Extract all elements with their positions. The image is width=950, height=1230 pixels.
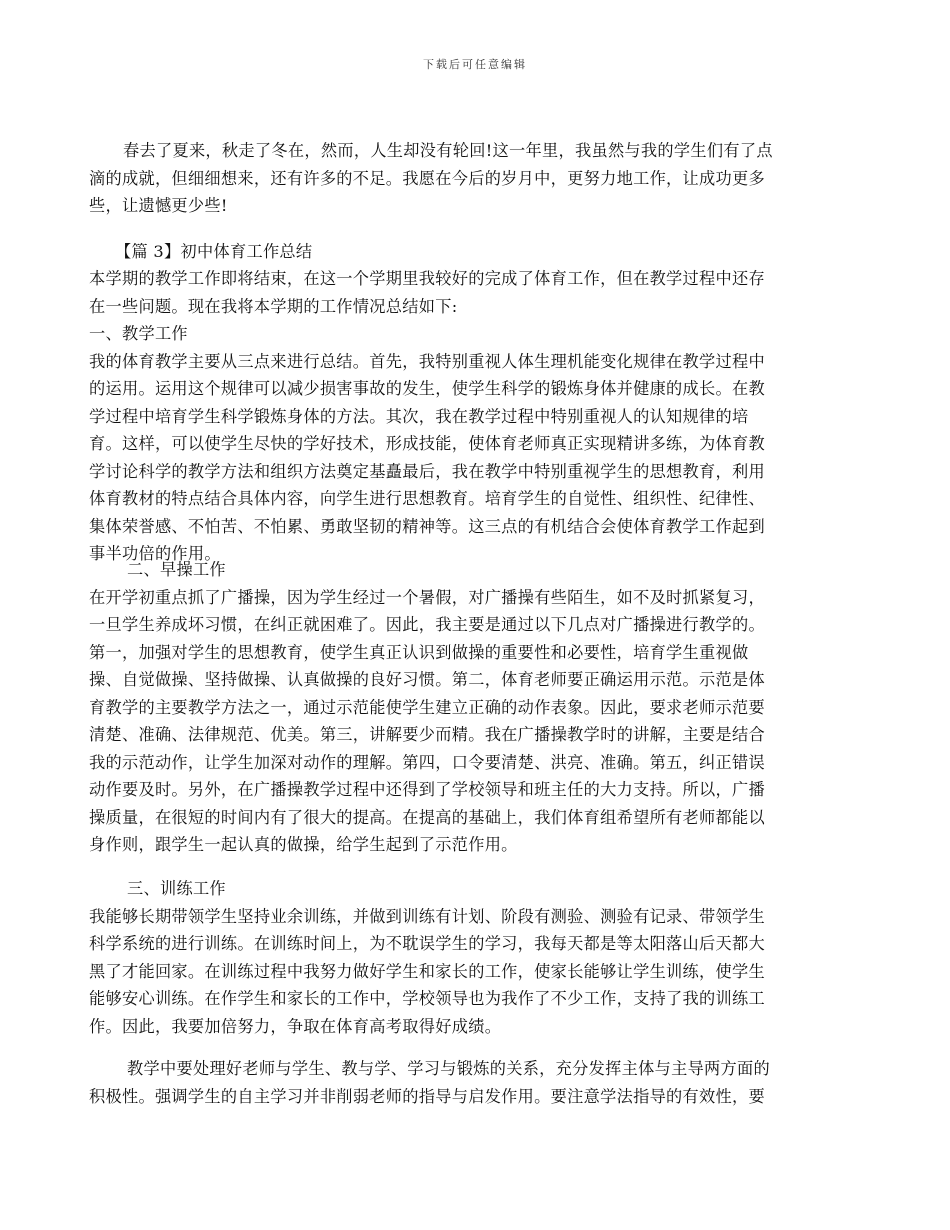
text-line: 滴的成就，但细细想来，还有许多的不足。我愿在今后的岁月中，更努力地工作，让成功更多 — [89, 168, 765, 188]
text-line: 春去了夏来，秋走了冬在，然而，人生却没有轮回!这一年里，我虽然与我的学生们有了点 — [123, 141, 773, 160]
text-line: 科学系统的进行训练。在训练时间上，为不耽误学生的学习，我每天都是等太阳落山后天都大 — [89, 934, 765, 953]
text-line: 学讨论科学的教学方法和组织方法奠定基矗最后，我在教学中特别重视学生的思想教育，利用 — [89, 461, 765, 481]
section-heading: 三、训练工作 — [127, 879, 226, 898]
text-line: 我能够长期带领学生坚持业余训练，并做到训练有计划、阶段有测验、测验有记录、带领学生 — [89, 906, 765, 926]
text-line: 我的体育教学主要从三点来进行总结。首先，我特别重视人体生理机能变化规律在教学过程中 — [89, 351, 765, 371]
text-line: 在开学初重点抓了广播操，因为学生经过一个暑假，对广播操有些陌生，如不及时抓紧复习， — [89, 587, 765, 607]
text-line: 清楚、准确、法律规范、优美。第三，讲解要少而精。我在广播操教学时的讲解，主要是结合 — [89, 725, 765, 744]
text-line: 育教学的主要教学方法之一，通过示范能使学生建立正确的动作表象。因此，要求老师示范要 — [89, 697, 765, 717]
text-line: 第一，加强对学生的思想教育，使学生真正认识到做操的重要性和必要性，培育学生重视做 — [89, 642, 749, 662]
text-line: 操质量，在很短的时间内有了很大的提高。在提高的基础上，我们体育组希望所有老师都能以 — [89, 807, 765, 827]
text-line: 些，让遗憾更少些! — [89, 196, 228, 215]
text-line: 体育教材的特点结合具体内容，向学生进行思想教育。培育学生的自觉性、组织性、纪律性、 — [89, 489, 765, 508]
section-title-3 — [89, 238, 864, 266]
text-line: 动作要及时。另外，在广播操教学过程中还得到了学校领导和班主任的大力支持。所以，广播 — [89, 780, 765, 799]
section-2 — [89, 556, 864, 859]
article-title: 【篇 3】初中体育工作总结 — [115, 242, 313, 261]
text-line: 事半功倍的作用。 — [89, 544, 221, 563]
text-line: 的运用。运用这个规律可以减少损害事故的发生，使学生科学的锻炼身体并健康的成长。在教 — [89, 379, 765, 398]
section-heading: 一、教学工作 — [89, 324, 188, 343]
section-heading: 二、早操工作 — [127, 560, 226, 579]
text-line: 我的示范动作，让学生加深对动作的理解。第四，口令要清楚、洪亮、准确。第五，纠正错误 — [89, 752, 765, 772]
text-line: 教学中要处理好老师与学生、教与学、学习与锻炼的关系，充分发挥主体与主导两方面的 — [127, 1059, 771, 1078]
text-line: 积极性。强调学生的自主学习并非削弱老师的指导与启发作用。要注意学法指导的有效性，要 — [89, 1086, 765, 1106]
text-line: 在一些问题。现在我将本学期的工作情况总结如下: — [89, 296, 458, 316]
text-line: 一旦学生养成坏习惯，在纠正就困难了。因此，我主要是通过以下几点对广播操进行教学的。 — [89, 615, 765, 634]
text-line: 育。这样，可以使学生尽快的学好技术，形成技能，使体育老师真正实现精讲多练，为体育教 — [89, 434, 765, 453]
text-line: 黑了才能回家。在训练过程中我努力做好学生和家长的工作，使家长能够让学生训练，使学生 — [89, 961, 765, 981]
section-1 — [89, 293, 864, 568]
paragraph-conclusion — [89, 137, 864, 220]
page-header: 下载后可任意编辑 — [423, 58, 527, 71]
text-line: 身作则，跟学生一起认真的做操，给学生起到了示范作用。 — [89, 835, 518, 854]
text-line: 集体荣誉感、不怕苦、不怕累、勇敢坚韧的精神等。这三点的有机结合会使体育教学工作起到 — [89, 516, 765, 536]
paragraph-closing — [89, 1055, 864, 1110]
text-line: 本学期的教学工作即将结束，在这一个学期里我较好的完成了体育工作，但在教学过程中还存 — [89, 269, 765, 288]
section-3 — [89, 875, 864, 1040]
text-line: 能够安心训练。在作学生和家长的工作中，学校领导也为我作了不少工作，支持了我的训练工 — [89, 989, 765, 1008]
text-line: 操、自觉做操、坚持做操、认真做操的良好习惯。第二，体育老师要正确运用示范。示范是体 — [89, 670, 765, 689]
text-line: 学过程中培育学生科学锻炼身体的方法。其次，我在教学过程中特别重视人的认知规律的培 — [89, 406, 749, 426]
text-line: 作。因此，我要加倍努力，争取在体育高考取得好成绩。 — [89, 1016, 502, 1036]
